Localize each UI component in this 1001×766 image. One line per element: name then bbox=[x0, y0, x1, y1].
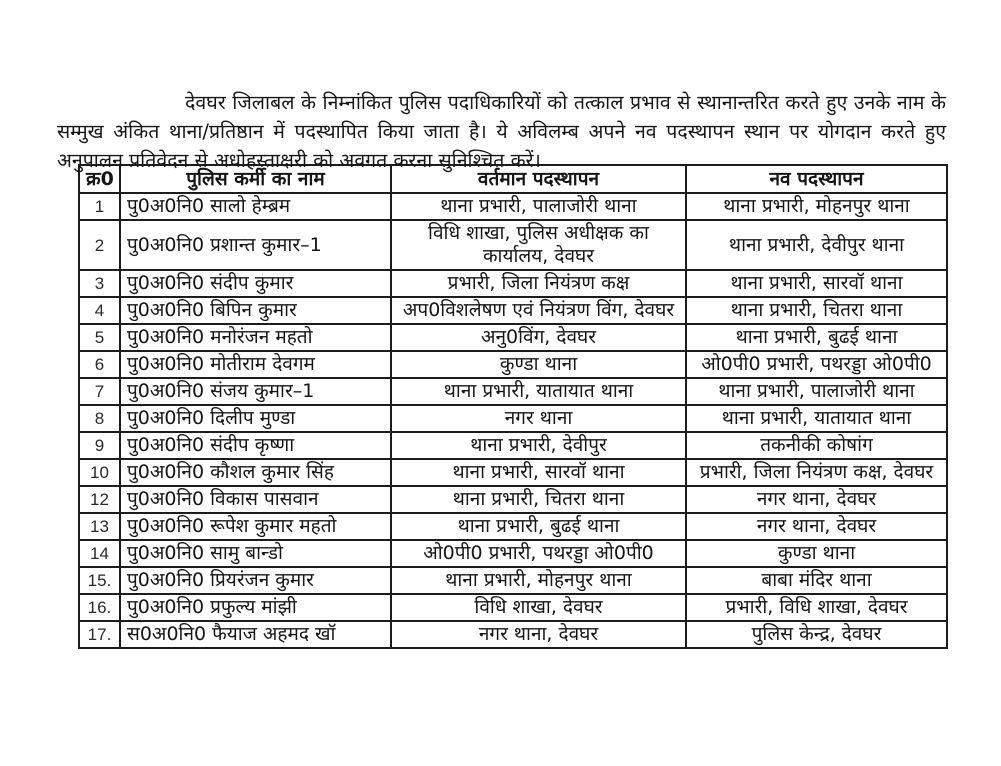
row-new-posting: बाबा मंदिर थाना bbox=[686, 567, 947, 594]
row-serial-number: 16. bbox=[79, 594, 120, 621]
row-officer-name: पु0अ0नि0 संदीप कृष्णा bbox=[120, 432, 391, 459]
table-row bbox=[79, 324, 947, 351]
row-new-posting: थाना प्रभारी, पालाजोरी थाना bbox=[686, 378, 947, 405]
row-serial-number: 1 bbox=[79, 193, 120, 220]
row-serial-number: 9 bbox=[79, 432, 120, 459]
row-officer-name: पु0अ0नि0 प्रियरंजन कुमार bbox=[120, 567, 391, 594]
row-officer-name: पु0अ0नि0 सामु बान्डो bbox=[120, 540, 391, 567]
row-serial-number: 4 bbox=[79, 297, 120, 324]
table-row bbox=[79, 351, 947, 378]
row-serial-number: 6 bbox=[79, 351, 120, 378]
row-officer-name: स0अ0नि0 फैयाज अहमद खॉ bbox=[120, 621, 391, 648]
row-new-posting: थाना प्रभारी, चितरा थाना bbox=[686, 297, 947, 324]
row-serial-number: 3 bbox=[79, 270, 120, 297]
row-new-posting: थाना प्रभारी, देवीपुर थाना bbox=[686, 220, 947, 270]
row-current-posting: कुण्डा थाना bbox=[391, 351, 686, 378]
row-serial-number: 12 bbox=[79, 486, 120, 513]
table-row bbox=[79, 297, 947, 324]
table-header-row bbox=[79, 165, 947, 193]
header-officer-name: पुलिस कर्मी का नाम bbox=[120, 165, 391, 193]
row-serial-number: 17. bbox=[79, 621, 120, 648]
row-new-posting: ओ0पी0 प्रभारी, पथरड्डा ओ0पी0 bbox=[686, 351, 947, 378]
row-current-posting: नगर थाना, देवघर bbox=[391, 621, 686, 648]
row-officer-name: पु0अ0नि0 संजय कुमार–1 bbox=[120, 378, 391, 405]
header-serial-number: क्र0 bbox=[79, 165, 120, 193]
table-row bbox=[79, 594, 947, 621]
row-new-posting: पुलिस केन्द्र, देवघर bbox=[686, 621, 947, 648]
row-serial-number: 2 bbox=[79, 220, 120, 270]
table-row bbox=[79, 220, 947, 270]
row-current-posting: थाना प्रभारी, चितरा थाना bbox=[391, 486, 686, 513]
row-officer-name: पु0अ0नि0 बिपिन कुमार bbox=[120, 297, 391, 324]
row-current-posting: अनु0विंग, देवघर bbox=[391, 324, 686, 351]
row-current-posting: विधि शाखा, पुलिस अधीक्षक का कार्यालय, देवघर bbox=[391, 220, 686, 270]
row-officer-name: पु0अ0नि0 प्रशान्त कुमार–1 bbox=[120, 220, 391, 270]
table-row bbox=[79, 513, 947, 540]
row-officer-name: पु0अ0नि0 रूपेश कुमार महतो bbox=[120, 513, 391, 540]
row-current-posting: नगर थाना bbox=[391, 405, 686, 432]
transfer-table bbox=[78, 164, 948, 649]
row-serial-number: 14 bbox=[79, 540, 120, 567]
header-current-posting: वर्तमान पदस्थापन bbox=[391, 165, 686, 193]
row-officer-name: पु0अ0नि0 प्रफुल्य मांझी bbox=[120, 594, 391, 621]
row-officer-name: पु0अ0नि0 संदीप कुमार bbox=[120, 270, 391, 297]
table-row bbox=[79, 193, 947, 220]
row-current-posting: थाना प्रभारी, देवीपुर bbox=[391, 432, 686, 459]
row-officer-name: पु0अ0नि0 मनोरंजन महतो bbox=[120, 324, 391, 351]
row-officer-name: पु0अ0नि0 दिलीप मुण्डा bbox=[120, 405, 391, 432]
table-row bbox=[79, 540, 947, 567]
row-officer-name: पु0अ0नि0 सालो हेम्ब्रम bbox=[120, 193, 391, 220]
row-current-posting: थाना प्रभारी, सारवॉ थाना bbox=[391, 459, 686, 486]
row-current-posting: थाना प्रभारी, बुढई थाना bbox=[391, 513, 686, 540]
row-new-posting: प्रभारी, जिला नियंत्रण कक्ष, देवघर bbox=[686, 459, 947, 486]
table-row bbox=[79, 378, 947, 405]
row-new-posting: तकनीकी कोषांग bbox=[686, 432, 947, 459]
row-new-posting: नगर थाना, देवघर bbox=[686, 486, 947, 513]
intro-paragraph: देवघर जिलाबल के निम्नांकित पुलिस पदाधिकारियों को तत्काल प्रभाव से स्थानान्तरित करते हुए उनके नाम के सम्मुख अंकित थाना/प्रतिष्ठान में पदस्थापित किया जाता है। ये अविलम्ब अपने नव पदस्थापन स्थान पर योगदान करते हुए अनुपालन प्रतिवेदन से अधोहस्ताक्षरी को अवगत करना सुनिश्चित करें। bbox=[57, 90, 946, 172]
table-row bbox=[79, 405, 947, 432]
row-current-posting: प्रभारी, जिला नियंत्रण कक्ष bbox=[391, 270, 686, 297]
row-new-posting: प्रभारी, विधि शाखा, देवघर bbox=[686, 594, 947, 621]
row-officer-name: पु0अ0नि0 कौशल कुमार सिंह bbox=[120, 459, 391, 486]
row-current-posting: विधि शाखा, देवघर bbox=[391, 594, 686, 621]
table-row bbox=[79, 432, 947, 459]
row-new-posting: थाना प्रभारी, सारवॉ थाना bbox=[686, 270, 947, 297]
table-body bbox=[79, 193, 947, 648]
row-officer-name: पु0अ0नि0 विकास पासवान bbox=[120, 486, 391, 513]
row-serial-number: 15. bbox=[79, 567, 120, 594]
row-serial-number: 7 bbox=[79, 378, 120, 405]
row-new-posting: थाना प्रभारी, मोहनपुर थाना bbox=[686, 193, 947, 220]
row-current-posting: ओ0पी0 प्रभारी, पथरड्डा ओ0पी0 bbox=[391, 540, 686, 567]
table-row bbox=[79, 270, 947, 297]
row-serial-number: 5 bbox=[79, 324, 120, 351]
row-current-posting: थाना प्रभारी, मोहनपुर थाना bbox=[391, 567, 686, 594]
row-new-posting: थाना प्रभारी, यातायात थाना bbox=[686, 405, 947, 432]
row-new-posting: कुण्डा थाना bbox=[686, 540, 947, 567]
row-current-posting: अप0विशलेषण एवं नियंत्रण विंग, देवघर bbox=[391, 297, 686, 324]
row-new-posting: थाना प्रभारी, बुढई थाना bbox=[686, 324, 947, 351]
row-current-posting: थाना प्रभारी, पालाजोरी थाना bbox=[391, 193, 686, 220]
row-new-posting: नगर थाना, देवघर bbox=[686, 513, 947, 540]
row-serial-number: 8 bbox=[79, 405, 120, 432]
table-row bbox=[79, 486, 947, 513]
table-row bbox=[79, 567, 947, 594]
row-current-posting: थाना प्रभारी, यातायात थाना bbox=[391, 378, 686, 405]
row-serial-number: 13 bbox=[79, 513, 120, 540]
header-new-posting: नव पदस्थापन bbox=[686, 165, 947, 193]
row-officer-name: पु0अ0नि0 मोतीराम देवगम bbox=[120, 351, 391, 378]
table-row bbox=[79, 459, 947, 486]
table-row bbox=[79, 621, 947, 648]
row-serial-number: 10 bbox=[79, 459, 120, 486]
